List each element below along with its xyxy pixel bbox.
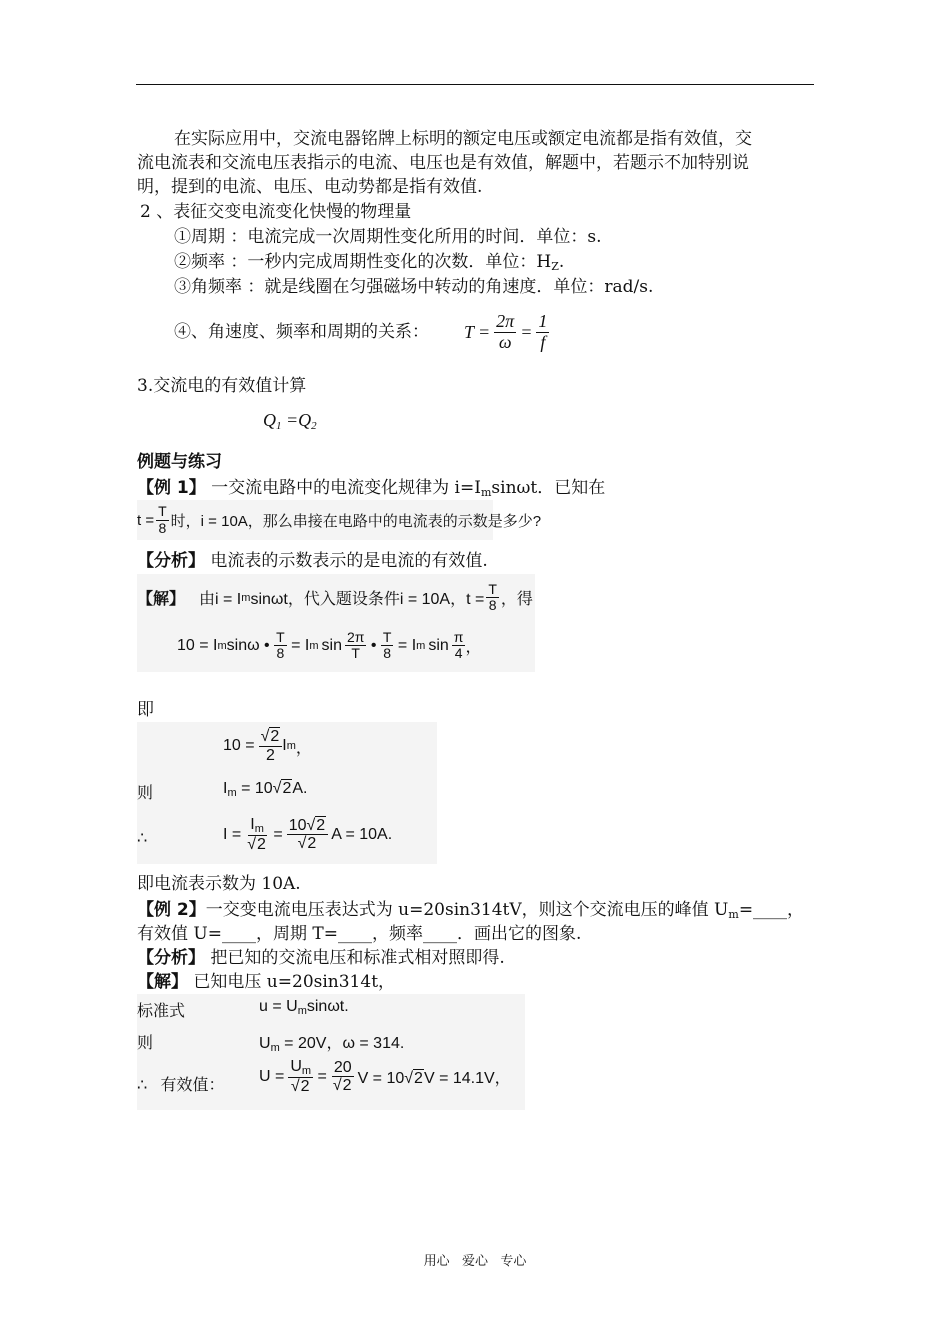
derivation-text: I = (223, 825, 242, 843)
example-sub: m (728, 908, 739, 921)
fraction-T-8 (274, 630, 287, 662)
sub-m: m (416, 639, 426, 652)
solution-1-block (137, 574, 535, 672)
denominator: 4 (454, 645, 463, 662)
sub-m: m (241, 591, 251, 604)
derivation-text: I (282, 737, 287, 755)
numerator: 10√2 (287, 817, 328, 836)
denominator: f (540, 331, 546, 352)
example-label: 【例 1】 (137, 478, 206, 498)
numerator: √2 (259, 728, 283, 747)
sub-m: m (286, 740, 296, 753)
conclusion-line: 即电流表示数为 10A. (137, 874, 301, 894)
paragraph-line: 流电流表和交流电压表指示的电流、电压也是有效值，解题中，若题示不加特别说 (137, 153, 749, 173)
numerator: π (453, 629, 464, 645)
solution-text: = I (286, 636, 310, 654)
derivation-line (223, 816, 392, 854)
therefore-symbol: ∴ (137, 830, 148, 847)
derivation-text: = (268, 825, 283, 843)
fraction-pi-4 (452, 630, 466, 662)
radicand: 2 (316, 816, 326, 834)
example-text: 一交变电流电压表达式为 u=20sin314tV，则这个交流电压的峰值 U (205, 900, 729, 920)
solution-label: 【解】 (137, 972, 188, 992)
derivation-text: A = 10A. (331, 825, 393, 843)
q-symbol: Q (263, 410, 276, 430)
solution-text: 10 = I (177, 636, 218, 654)
example-2-line2: 有效值 U=____，周期 T=____，频率____．画出它的图象. (137, 924, 582, 944)
sub-m: m (270, 1042, 280, 1054)
std-label: 标准式 (137, 1003, 186, 1020)
q-equation (263, 410, 317, 432)
standard-block (137, 994, 525, 1110)
denominator: 8 (383, 645, 392, 662)
numerator: 20 (333, 1058, 352, 1076)
radicand: 2 (300, 1078, 310, 1096)
solution-text: • (366, 636, 381, 654)
numerator: 2π (346, 629, 365, 645)
solution-text: 已知电压 u=20sin314t， (188, 972, 396, 992)
equals-sign: = (520, 321, 533, 342)
numerator: T (158, 503, 167, 520)
num-text: 10 (288, 816, 307, 834)
numerator: T (276, 629, 285, 645)
std-line (259, 1030, 404, 1054)
fraction-Im-sqrt2 (245, 816, 269, 854)
fraction-20-sqrt2 (331, 1059, 355, 1095)
list-item: ①周期 ：电流完成一次周期性变化所用的时间．单位：s. (174, 227, 602, 247)
std-line (259, 998, 349, 1017)
section-heading: 3.交流电的有效值计算 (137, 376, 307, 396)
std-text: sinωt. (306, 998, 349, 1015)
fraction-sqrt2-2 (259, 728, 283, 764)
analysis-text: 电流表的示数表示的是电流的有效值. (205, 551, 488, 571)
example-text: =____， (738, 900, 805, 920)
radicand: 2 (282, 780, 292, 797)
radicand: 2 (342, 1077, 352, 1095)
header-rule (136, 84, 814, 85)
denominator: ω (498, 331, 512, 352)
derivation-text: I (223, 780, 228, 797)
derivation-text: 10 = (223, 737, 255, 755)
solution-text: sinω • (226, 636, 275, 654)
list-item: ④、角速度、频率和周期的关系： (174, 322, 429, 342)
sub-m: m (309, 639, 319, 652)
q-sub: 1 (276, 420, 282, 432)
sub-m: m (297, 1005, 307, 1017)
denominator: √2 (290, 1078, 310, 1096)
std-text: u = U (259, 998, 298, 1015)
analysis-2 (137, 946, 505, 970)
radicand: 2 (257, 836, 266, 854)
solution-line (137, 582, 533, 614)
numerator: 2π (496, 311, 515, 331)
section-heading: 2 、表征交变电流变化快慢的物理量 (140, 202, 412, 222)
denominator: √2 (297, 835, 317, 853)
solution-line (177, 630, 481, 662)
num-text: I (250, 816, 255, 833)
std-part: V = 10 (357, 1070, 405, 1088)
therefore-line: ∴ 有效值： (137, 1077, 225, 1094)
derivation-line: $I_m = 10√2A$. (223, 780, 308, 799)
fraction-T-8 (381, 630, 394, 662)
denominator: T (351, 645, 360, 662)
sub-m: m (217, 639, 227, 652)
denominator: √2 (247, 836, 266, 854)
derivation-text: A. (292, 780, 308, 797)
numerator: 1 (538, 311, 548, 331)
denominator: 2 (265, 746, 275, 764)
fraction-Um-sqrt2 (288, 1058, 313, 1096)
item-sub: Z (551, 260, 559, 273)
solution-text: = I (393, 636, 417, 654)
page-footer: 用心 爱心 专心 (423, 1254, 527, 1269)
analysis-text: 把已知的交流电压和标准式相对照即得. (205, 948, 505, 968)
fraction-T-8 (156, 504, 169, 536)
fraction-2pi-omega (494, 312, 516, 353)
derivation-text: ， (295, 739, 312, 757)
numerator (248, 816, 266, 836)
equals-sign: = (281, 410, 299, 430)
std-part: V = 14.1V， (423, 1070, 511, 1088)
numerator: T (382, 629, 392, 645)
sub-m: m (301, 1065, 312, 1077)
q-symbol: Q (298, 410, 312, 430)
solution-text: 由i = I (199, 591, 242, 609)
example-text: sinωt．已知在 (491, 478, 606, 498)
paragraph-line: 明，提到的电流、电压、电动势都是指有效值. (137, 177, 483, 197)
paragraph-line: 在实际应用中，交流电器铭牌上标明的额定电压或额定电流都是指有效值，交 (174, 129, 752, 149)
denominator: 8 (488, 597, 497, 614)
fraction-2pi-T (345, 630, 366, 662)
example-label: 【例 2】 (137, 900, 206, 920)
sub-m: m (227, 787, 237, 799)
example-sub: m (480, 486, 492, 499)
ze-label: 则 (137, 1035, 154, 1052)
fraction-10sqrt2-sqrt2 (287, 817, 328, 853)
symbol-T: T (464, 321, 475, 342)
solution-label: 【解】 (137, 589, 186, 609)
analysis-label: 【分析】 (137, 551, 205, 571)
derivation-block (137, 722, 437, 864)
sub-m: m (254, 823, 264, 835)
fraction-1-f (536, 312, 549, 353)
radicand: 2 (414, 1070, 423, 1088)
denominator: √2 (332, 1077, 352, 1095)
list-item: ③角频率 ：就是线圈在匀强磁场中转动的角速度．单位：rad/s. (174, 277, 654, 297)
fraction-T-8 (486, 582, 499, 614)
t-label: t = (137, 511, 155, 529)
example-text: 一交流电路中的电流变化规律为 i=I (205, 478, 481, 498)
ze-label: 则 (137, 785, 154, 802)
solution-text: sin (321, 636, 342, 654)
analysis-1 (137, 549, 488, 573)
solution-text: sinωt，代入题设条件i = 10A，t = (250, 591, 485, 609)
std-text: = 20V，ω = 314. (279, 1035, 405, 1052)
numerator (288, 1058, 313, 1078)
std-text: = (313, 1067, 327, 1085)
derivation-line (223, 728, 312, 764)
std-text: V = 10√2V = 14.1V， (357, 1070, 511, 1088)
item-end: . (558, 252, 565, 272)
example-1-line2 (137, 500, 542, 540)
derivation-text: = 10 (236, 780, 273, 797)
examples-heading: 例题与练习 (137, 452, 222, 472)
std-text: U (259, 1035, 271, 1052)
solution-text: ， (465, 639, 482, 657)
radicand: 2 (270, 728, 280, 745)
item-text: ②频率 ：一秒内完成周期性变化的次数．单位：H (174, 252, 552, 272)
solution-text: ，得 (500, 591, 533, 609)
std-line (259, 1058, 511, 1096)
denominator: 8 (276, 645, 285, 662)
solution-2 (137, 970, 395, 994)
ji-label: 即 (137, 700, 154, 720)
q-sub: 2 (311, 420, 317, 432)
radicand: 2 (307, 835, 317, 853)
std-text: U = (259, 1067, 285, 1085)
relation-formula (464, 312, 549, 353)
equals-sign: = (478, 321, 491, 342)
numerator: T (488, 581, 497, 597)
solution-text: sin (428, 636, 449, 654)
denominator: 8 (158, 519, 167, 536)
example-text: 时，i = 10A，那么串接在电路中的电流表的示数是多少? (170, 512, 542, 530)
num-text: U (290, 1058, 302, 1075)
analysis-label: 【分析】 (137, 948, 205, 968)
